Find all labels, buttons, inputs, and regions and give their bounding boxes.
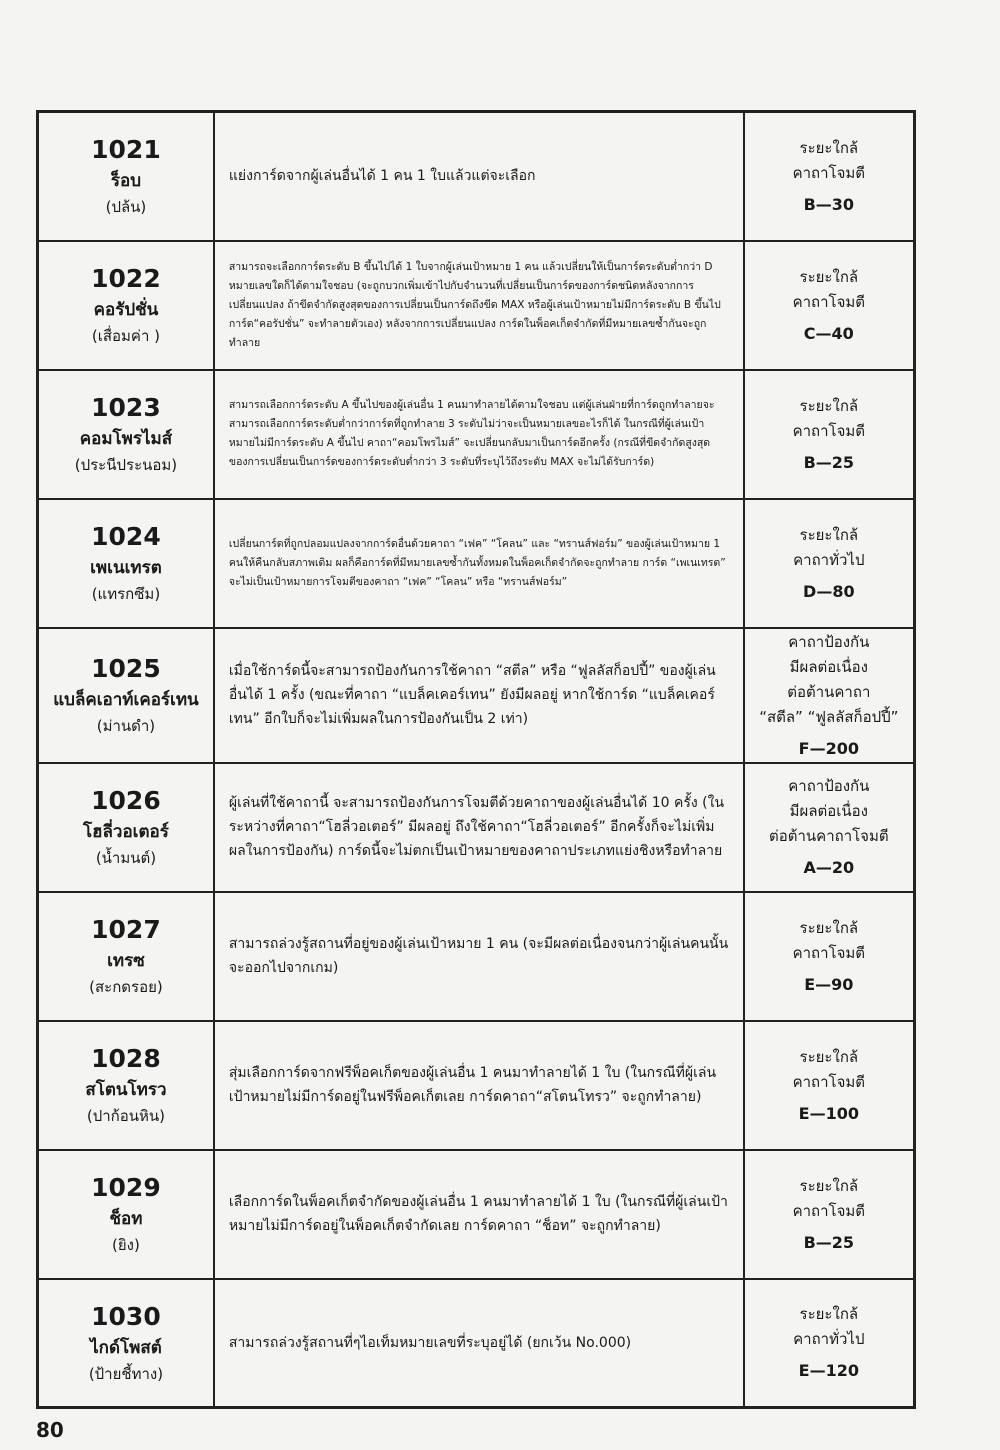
property-line: คาถาป้องกัน (788, 632, 870, 651)
card-id-cell (38, 628, 214, 763)
property-line: คาถาโจมตี (792, 1072, 866, 1091)
card-name: แบล็คเอาท์เคอร์เทน (53, 690, 199, 710)
card-name: ไกด์โพสต์ (90, 1337, 162, 1358)
card-rank-code: A—20 (803, 858, 855, 877)
property-line: คาถาทั่วไป (793, 1330, 865, 1349)
card-translation: (ป้ายชี้ทาง) (88, 1364, 164, 1383)
card-id-cell (38, 112, 214, 241)
property-cell (744, 1021, 915, 1150)
property-line: คาถาโจมตี (792, 421, 866, 440)
card-rank-code: E—100 (798, 1103, 859, 1123)
card-number: 1028 (91, 1044, 161, 1073)
spell-card-table (36, 110, 916, 1409)
card-rank-code: B—25 (803, 1232, 855, 1252)
card-translation: (ปล้น) (105, 198, 147, 217)
description-cell (214, 1279, 744, 1408)
card-number: 1021 (91, 135, 161, 165)
card-number: 1022 (91, 264, 161, 293)
card-rank-code: E—90 (804, 974, 854, 994)
property-line: ระยะใกล้ (799, 1047, 859, 1066)
card-rank-code: B—30 (803, 194, 855, 214)
page-number: 80 (36, 1418, 64, 1442)
card-row (38, 1279, 915, 1408)
card-id-cell (38, 1279, 214, 1408)
property-line: “สตีล” “ฟูลลัสก็อปปี้” (759, 707, 899, 726)
property-line: ระยะใกล้ (799, 396, 859, 415)
property-cell (744, 499, 915, 628)
property-line: ระยะใกล้ (799, 918, 859, 937)
description-cell (214, 1021, 744, 1150)
property-cell (744, 1150, 915, 1279)
description-cell (214, 499, 744, 628)
property-line: คาถาป้องกัน (788, 777, 870, 795)
card-translation: (สะกดรอย) (89, 978, 163, 996)
card-name: คอรัปชั่น (93, 300, 159, 320)
card-description: แย่งการ์ดจากผู้เล่นอื่นได้ 1 คน 1 ใบแล้วแต่จะเลือก (228, 168, 536, 185)
card-rank-code: E—120 (798, 1361, 859, 1381)
card-name: เทรซ (107, 951, 145, 971)
card-row (38, 499, 915, 628)
card-description: ผู้เล่นที่ใช้คาถานี้ จะสามารถป้องกันการโจมตีด้วยคาถาของผู้เล่นอื่นได้ 10 ครั้ง (ในระหว่างที่คาถา“โฮลี่วอเตอร์” มีผลอยู่ ถึงใช้คาถา“โฮลี่วอเตอร์” อีกครั้งก็จะไม่เพิ่มผลในการป้องกัน) การ์ดนี้จะไม่ตกเป็นเป้าหมายของคาถาประเภทแย่งชิงหรือทำลาย (228, 795, 725, 859)
property-line: ระยะใกล้ (799, 267, 859, 286)
card-row (38, 1021, 915, 1150)
card-name: ร็อบ (110, 171, 142, 192)
card-translation: (เสื่อมค่า ) (91, 327, 160, 345)
card-row (38, 892, 915, 1021)
card-translation: (ยิง) (112, 1236, 140, 1254)
card-id-cell (38, 892, 214, 1021)
property-cell (744, 1279, 915, 1408)
card-description: เลือกการ์ดในพ็อคเก็ตจำกัดของผู้เล่นอื่น 1 คนมาทำลายได้ 1 ใบ (ในกรณีที่ผู้เล่นเป้าหมายไม่มีการ์ดอยู่ในพ็อคเก็ตจำกัดเลย การ์ดคาถา “ช็อท” จะถูกทำลาย) (228, 1194, 728, 1234)
property-line: คาถาโจมตี (792, 943, 866, 962)
card-translation: (ม่านดำ) (96, 717, 156, 735)
card-description: สามารถล่วงรู้สถานที่อยู่ของผู้เล่นเป้าหมาย 1 คน (จะมีผลต่อเนื่องจนกว่าผู้เล่นคนนั้นจะออกไปจากเกม) (228, 936, 729, 976)
property-line: คาถาทั่วไป (793, 550, 865, 569)
property-line: ต่อต้านคาถาโจมตี (769, 827, 889, 845)
card-id-cell (38, 370, 214, 499)
card-name: โฮลี่วอเตอร์ (83, 822, 169, 842)
card-id-cell (38, 241, 214, 370)
card-description: เปลี่ยนการ์ดที่ถูกปลอมแปลงจากการ์ดอื่นด้วยคาถา “เฟค” “โคลน” และ “ทรานส์ฟอร์ม” ของผู้เล่นเป้าหมาย 1 คนให้คืนกลับสภาพเดิม ผลก็คือการ์ดที่มีหมายเลขซ้ำกันทั้งหมดในพ็อคเก็ตจำกัดจะถูกทำลาย การ์ด “เพเนเทรต” จะไม่เป็นเป้าหมายการโจมตีของคาถา “เฟค” “โคลน” หรือ “ทรานส์ฟอร์ม” (228, 537, 726, 588)
card-number: 1025 (91, 654, 161, 683)
property-cell (744, 892, 915, 1021)
card-name: เพเนเทรต (90, 558, 162, 578)
description-cell (214, 763, 744, 892)
card-number: 1026 (91, 786, 161, 815)
card-description: สามารถล่วงรู้สถานที่ๆไอเท็มหมายเลขที่ระบุอยู่ได้ (ยกเว้น No.000) (228, 1334, 632, 1351)
property-cell (744, 628, 915, 763)
description-cell (214, 892, 744, 1021)
card-number: 1029 (91, 1173, 161, 1202)
card-rank-code: D—80 (803, 581, 855, 601)
card-rank-code: C—40 (803, 323, 854, 343)
card-description: สามารถจะเลือกการ์ดระดับ B ขึ้นไปได้ 1 ใบจากผู้เล่นเป้าหมาย 1 คน แล้วเปลี่ยนให้เป็นการ์ดระดับต่ำกว่า D หมายเลขใดก็ได้ตามใจชอบ (จะถูกบวกเพิ่มเข้าไปกับจำนวนที่เปลี่ยนเป็นการ์ดของการ์ดชนิดหลังจากการเปลี่ยนแปลง ถ้าขีดจำกัดสูงสุดของการเปลี่ยนเป็นการ์ดถึงขีด MAX หรือผู้เล่นเป้าหมายไม่มีการ์ดระดับ B ขึ้นไป การ์ด“คอรัปชั่น” จะทำลายตัวเอง) หลังจากการเปลี่ยนแปลง การ์ดในพ็อคเก็ตจำกัดที่มีหมายเลขซ้ำกันจะถูกทำลาย (228, 260, 721, 349)
property-line: ระยะใกล้ (799, 1176, 859, 1195)
card-row (38, 370, 915, 499)
card-description: สามารถเลือกการ์ดระดับ A ขึ้นไปของผู้เล่นอื่น 1 คนมาทำลายได้ตามใจชอบ แต่ผู้เล่นฝ่ายที่การ์ดถูกทำลายจะสามารถเลือกการ์ดระดับต่ำกว่าการ์ดที่ถูกทำลาย 3 ระดับไม่ว่าจะเป็นหมายเลขอะไรก็ได้ ในกรณีที่ผู้เล่นเป้าหมายไม่มีการ์ดระดับ A ขึ้นไป คาถา“คอมโพรไมส์” จะเปลี่ยนกลับมาเป็นการ์ดอีกครั้ง (กรณีที่ขีดจำกัดสูงสุดของการเปลี่ยนเป็นการ์ดของการ์ดระดับต่ำกว่า 3 ระดับที่ระบุไว้ถึงระดับ MAX จะไม่ได้รับการ์ด) (228, 399, 715, 468)
card-name: สโตนโทรว (85, 1080, 167, 1100)
property-line: ระยะใกล้ (799, 138, 859, 157)
card-id-cell (38, 499, 214, 628)
description-cell (214, 1150, 744, 1279)
property-line: คาถาโจมตี (792, 292, 866, 311)
property-line: ระยะใกล้ (799, 1305, 859, 1324)
description-cell (214, 241, 744, 370)
description-cell (214, 628, 744, 763)
card-description: เมื่อใช้การ์ดนี้จะสามารถป้องกันการใช้คาถา “สตีล” หรือ “ฟูลลัสก็อปปี้” ของผู้เล่นอื่นได้ 1 ครั้ง (ขณะที่คาถา “แบล็คเคอร์เทน” ยังมีผลอยู่ หากใช้การ์ด “แบล็คเคอร์เทน” อีกใบก็จะไม่เพิ่มผลในการป้องกันเป็น 2 เท่า) (228, 663, 716, 727)
card-row (38, 628, 915, 763)
description-cell (214, 370, 744, 499)
card-number: 1023 (91, 393, 161, 422)
property-cell (744, 241, 915, 370)
description-cell (214, 112, 744, 241)
card-id-cell (38, 763, 214, 892)
card-row (38, 763, 915, 892)
card-name: คอมโพรไมส์ (79, 429, 173, 449)
card-rank-code: F—200 (798, 738, 859, 758)
property-cell (744, 112, 915, 241)
property-line: มีผลต่อเนื่อง (789, 802, 868, 820)
card-description: สุ่มเลือกการ์ดจากฟรีพ็อคเก็ตของผู้เล่นอื่น 1 คนมาทำลายได้ 1 ใบ (ในกรณีที่ผู้เล่นเป้าหมายไม่มีการ์ดอยู่ในฟรีพ็อคเก็ตเลย การ์ดคาถา“สโตนโทรว” จะถูกทำลาย) (228, 1065, 717, 1105)
card-translation: (ประนีประนอม) (74, 456, 178, 474)
card-row (38, 241, 915, 370)
property-line: คาถาโจมตี (792, 163, 866, 182)
card-id-cell (38, 1021, 214, 1150)
card-translation: (ปาก้อนหิน) (86, 1107, 166, 1125)
card-translation: (แทรกซึม) (91, 585, 161, 603)
card-id-cell (38, 1150, 214, 1279)
card-number: 1027 (91, 915, 161, 944)
property-cell (744, 763, 915, 892)
card-number: 1030 (91, 1301, 161, 1331)
card-number: 1024 (91, 522, 161, 551)
property-line: ต่อต้านคาถา (787, 682, 871, 701)
card-translation: (น้ำมนต์) (95, 849, 157, 867)
property-cell (744, 370, 915, 499)
card-row (38, 112, 915, 241)
card-name: ช็อท (109, 1209, 143, 1229)
card-rank-code: B—25 (803, 452, 855, 472)
property-line: ระยะใกล้ (799, 525, 859, 544)
property-line: มีผลต่อเนื่อง (789, 657, 868, 676)
card-row (38, 1150, 915, 1279)
property-line: คาถาโจมตี (792, 1201, 866, 1220)
